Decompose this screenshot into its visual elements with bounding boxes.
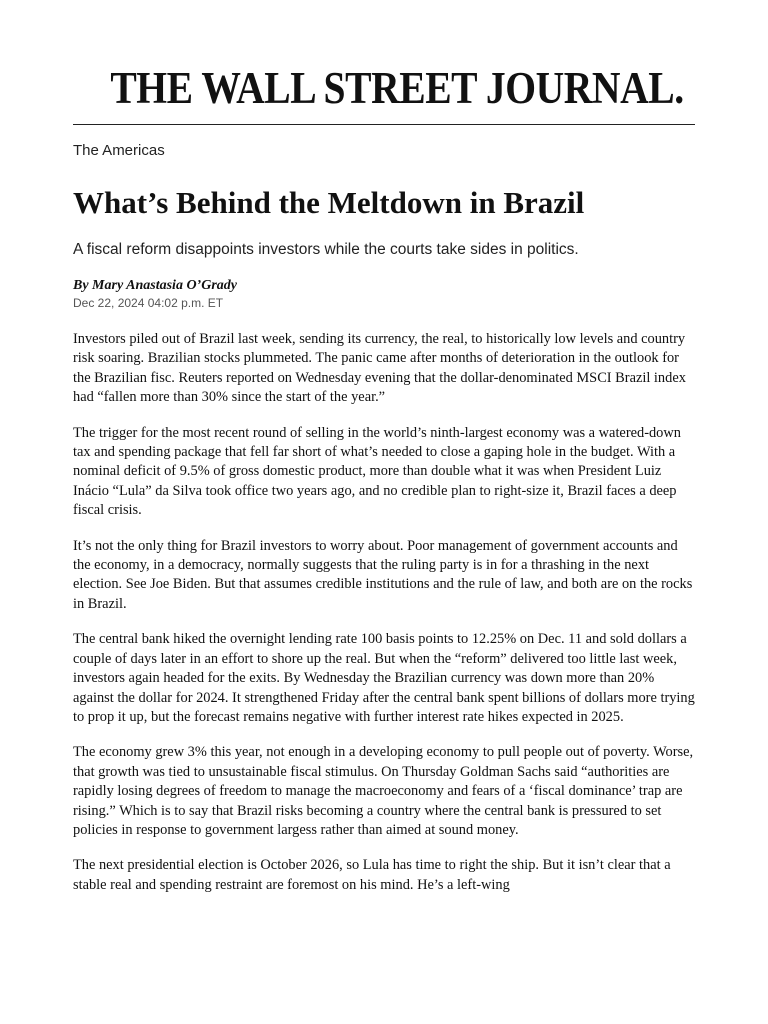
masthead-divider [73, 124, 695, 125]
article-dek: A fiscal reform disappoints investors while the courts take sides in politics. [73, 241, 579, 258]
article-paragraph: The next presidential election is October 2026, so Lula has time to right the ship. But it isn’t clear that a stable real and spending restraint are foremost on his mind. He’s a left-wing [73, 857, 671, 893]
article-paragraph: The central bank hiked the overnight lending rate 100 basis points to 12.25% on Dec. 11 and sold dollars a couple of days later in an effort to shore up the real. But when the “reform” delivered too little last week, investors again headed for the exits. By Wednesday the Brazilian currency was down more than 20% against the dollar for 2024. It strengthened Friday after the central bank spent billions of dollars more trying to prop it up, but the forecast remains negative with further interest rate hikes expected in 2025. [73, 631, 695, 725]
article-paragraph: The economy grew 3% this year, not enough in a developing economy to pull people out of poverty. Worse, that growth was tied to unsustainable fiscal stimulus. On Thursday Goldman Sachs said “authorities are rapidly losing degrees of freedom to manage the macroeconomy and fears of a ‘fiscal dominance’ trap are rising.” Which is to say that Brazil risks becoming a country where the central bank is pressured to set policies in response to government largess rather than aimed at sound money. [73, 744, 694, 838]
article-paragraph: Investors piled out of Brazil last week, sending its currency, the real, to historically low levels and country risk soaring. Brazilian stocks plummeted. The panic came after months of deterioration in the outlook for the Brazilian fisc. Reuters reported on Wednesday evening that the dollar-denominated MSCI Brazil index had “fallen more than 30% since the start of the year.” [73, 331, 686, 406]
article-headline: What’s Behind the Meltdown in Brazil [73, 185, 585, 220]
article-body [73, 330, 695, 911]
article-paragraph: It’s not the only thing for Brazil investors to worry about. Poor management of government accounts and the economy, in a democracy, normally suggests that the ruling party is in for a thrashing in the next election. See Joe Biden. But that assumes credible institutions and the rule of law, and both are on the rocks in Brazil. [73, 537, 693, 612]
section-label[interactable]: The Americas [73, 142, 165, 159]
article-paragraph: The trigger for the most recent round of selling in the world’s ninth-largest economy was a watered-down tax and spending package that fell far short of what’s needed to close a gaping hole in the budget. With a nominal deficit of 9.5% of gross domestic product, more than double what it was when President Luiz Inácio “Lula” da Silva took office two years ago, and no credible plan to right-size it, Brazil faces a deep fiscal crisis. [73, 424, 681, 519]
article-byline[interactable]: By Mary Anastasia O’Grady [73, 278, 237, 293]
masthead-logo[interactable]: THE WALL STREET JOURNAL. [110, 63, 684, 113]
article-timestamp: Dec 22, 2024 04:02 p.m. ET [73, 296, 224, 310]
